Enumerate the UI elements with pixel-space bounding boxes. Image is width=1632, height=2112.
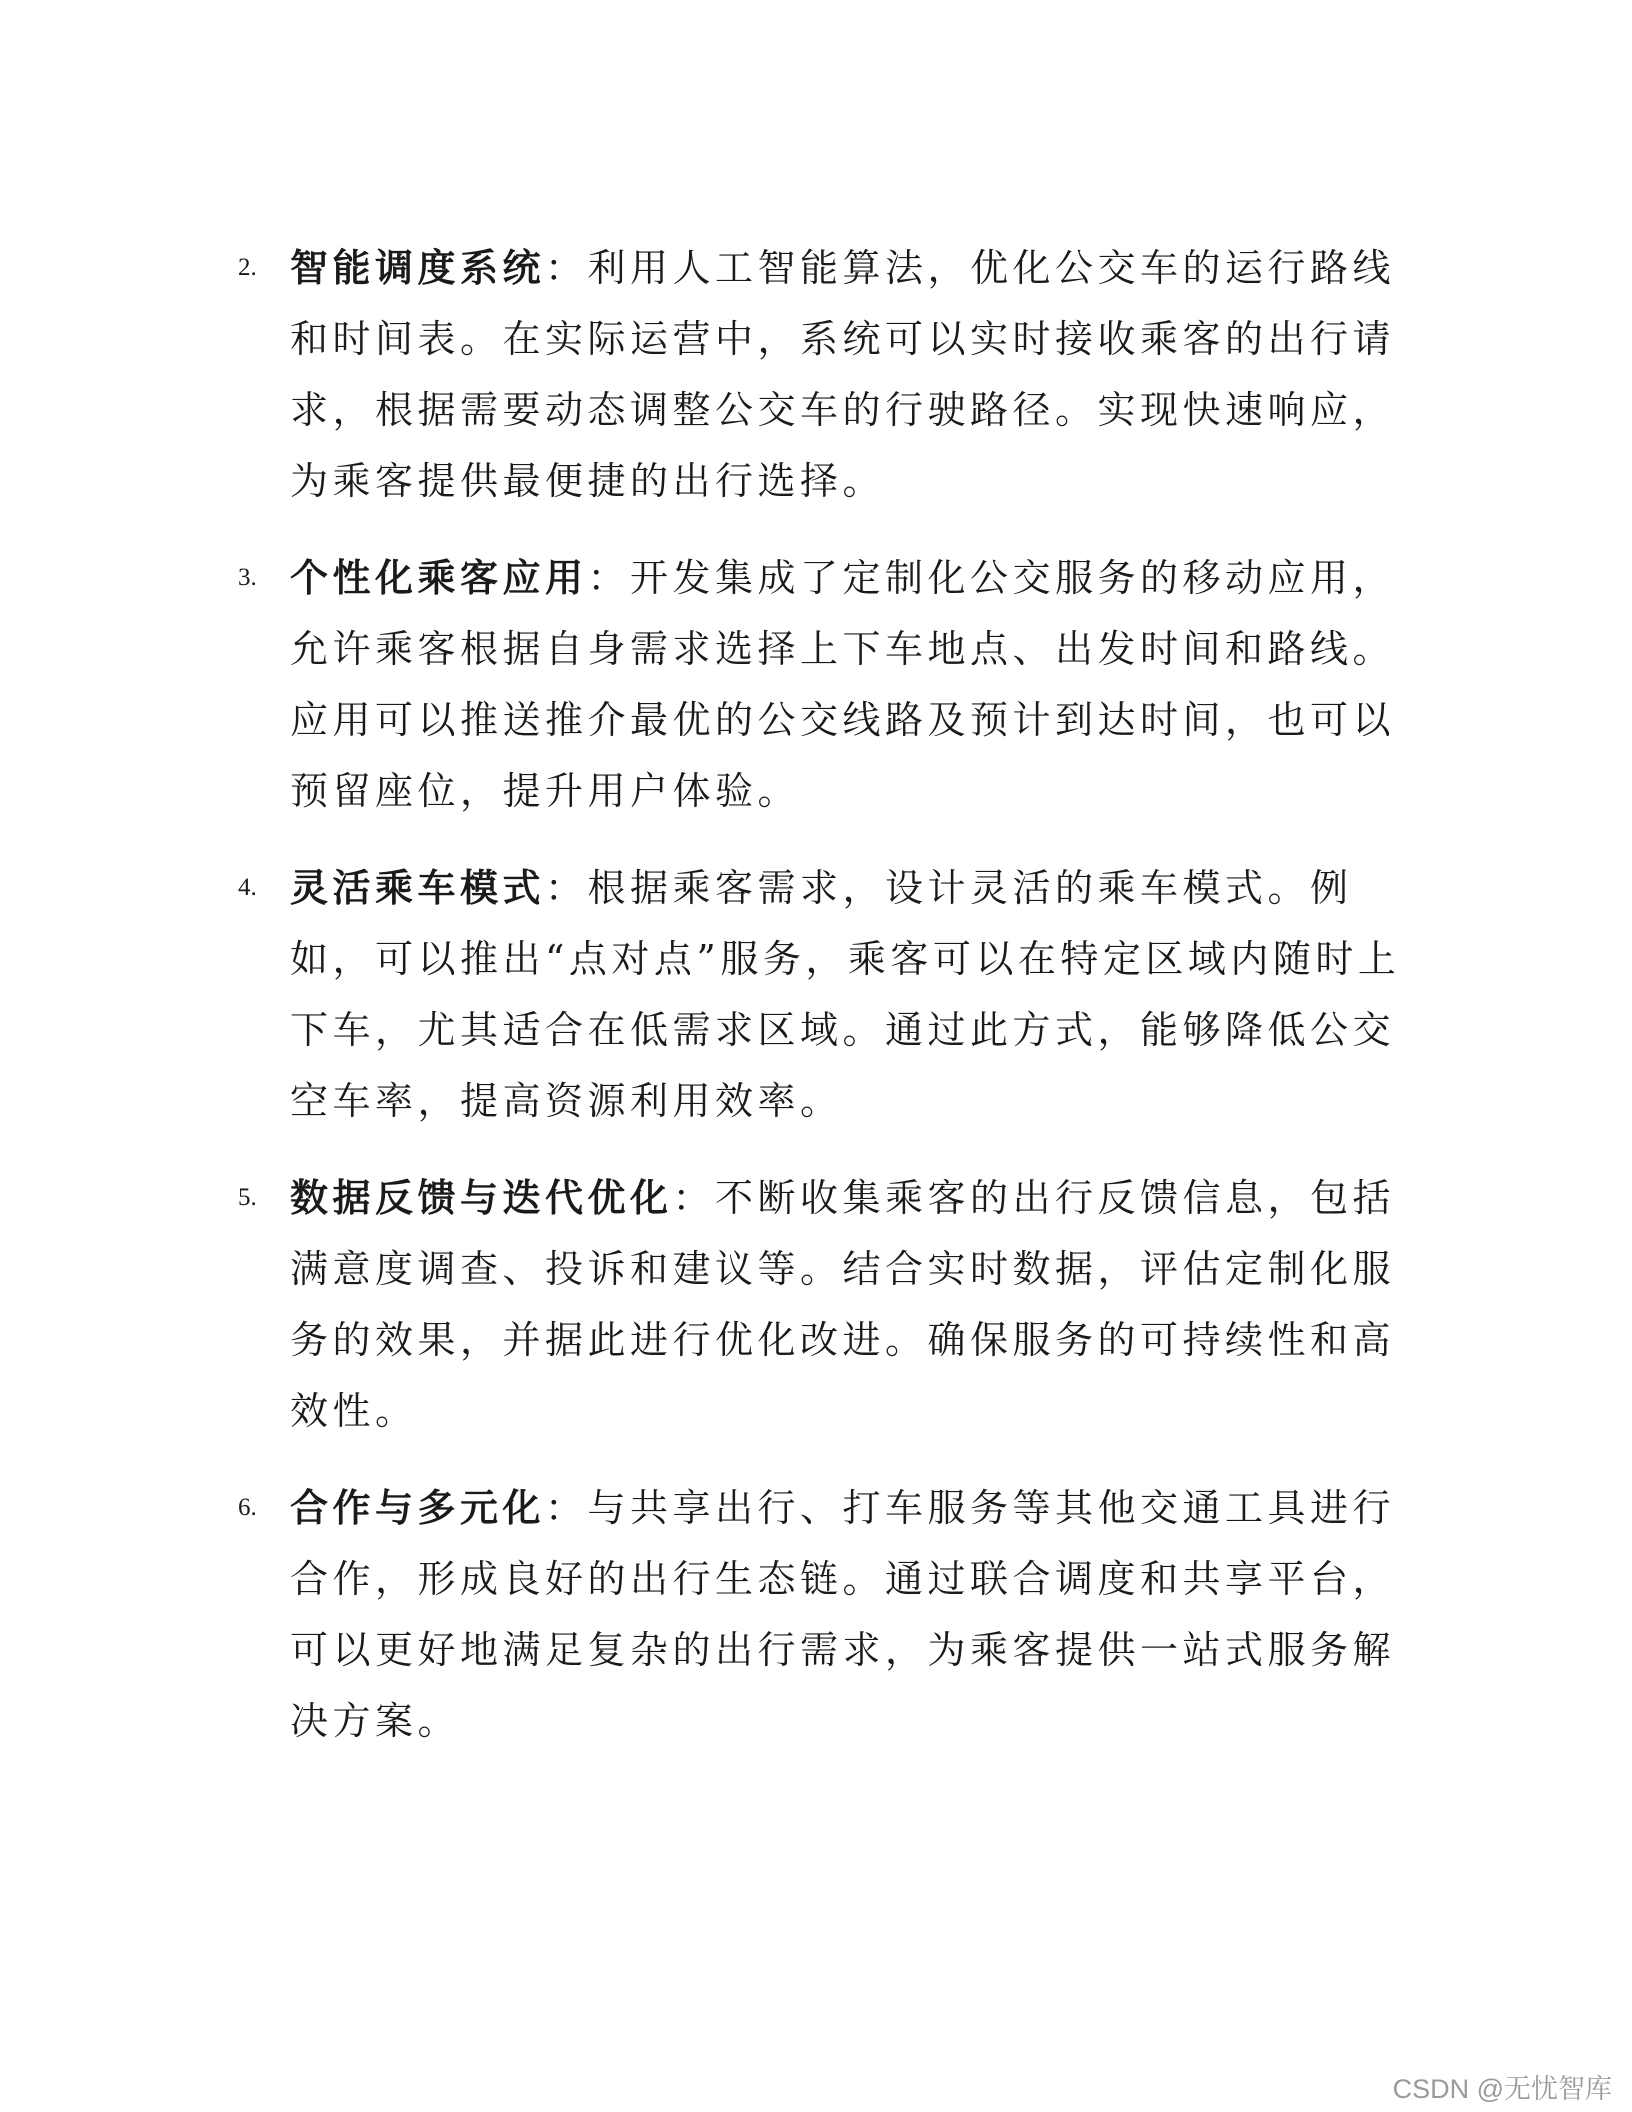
list-item-number: 2. <box>238 254 257 281</box>
list-item-colon: ： <box>587 556 631 600</box>
list-item-term: 合作与多元化 <box>290 1485 546 1530</box>
list-item-term: 个性化乘客应用 <box>290 555 588 600</box>
list-item-colon: ： <box>545 246 588 290</box>
list-item-text: 利用人工智能算法，优化公交车的运行路线和时间表。在实际运营中，系统可以实时接收乘客的出行请求，根据需要动态调整公交车的行驶路径。实现快速响应，为乘客提供最便捷的出行选择。 <box>290 246 1396 503</box>
list-item-text: 不断收集乘客的出行反馈信息，包括满意度调查、投诉和建议等。结合实时数据，评估定制化服务的效果，并据此进行优化改进。确保服务的可持续性和高效性。 <box>290 1176 1396 1433</box>
list-item <box>0 1472 1420 1757</box>
watermark: CSDN @无忧智库 <box>1392 2074 1612 2104</box>
numbered-list <box>0 232 1632 1782</box>
list-item-number: 4. <box>238 874 257 901</box>
list-item-number: 3. <box>238 564 257 591</box>
list-item <box>0 1162 1420 1447</box>
list-item-term: 智能调度系统 <box>290 245 546 290</box>
list-item-number: 6. <box>238 1494 257 1521</box>
list-item <box>0 232 1420 517</box>
list-item-colon: ： <box>545 866 588 910</box>
list-item-number: 5. <box>238 1184 257 1211</box>
list-item-term: 灵活乘车模式 <box>290 865 546 910</box>
list-item-text: 根据乘客需求，设计灵活的乘车模式。例如，可以推出“点对点”服务，乘客可以在特定区域内随时上下车，尤其适合在低需求区域。通过此方式，能够降低公交空车率，提高资源利用效率。 <box>290 866 1401 1123</box>
list-item <box>0 542 1420 827</box>
list-item <box>0 852 1420 1137</box>
list-item-text: 开发集成了定制化公交服务的移动应用，允许乘客根据自身需求选择上下车地点、出发时间和路线。应用可以推送推介最优的公交线路及预计到达时间，也可以预留座位，提升用户体验。 <box>290 556 1396 813</box>
list-item-term: 数据反馈与迭代优化 <box>290 1175 673 1220</box>
list-item-text: 与共享出行、打车服务等其他交通工具进行合作，形成良好的出行生态链。通过联合调度和共享平台，可以更好地满足复杂的出行需求，为乘客提供一站式服务解决方案。 <box>290 1486 1396 1743</box>
list-item-colon: ： <box>672 1176 716 1220</box>
list-item-colon: ： <box>545 1486 588 1530</box>
